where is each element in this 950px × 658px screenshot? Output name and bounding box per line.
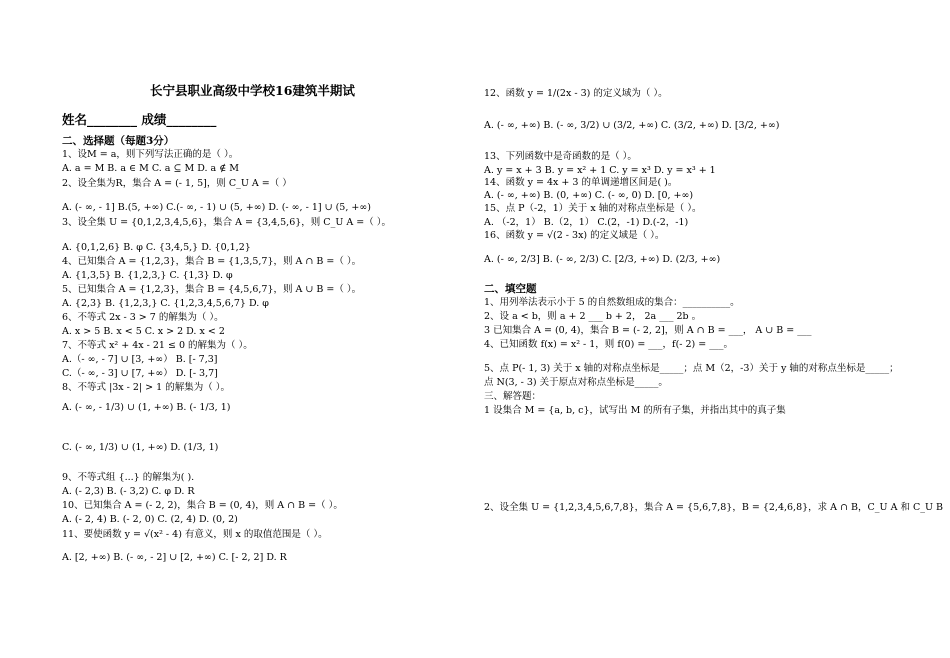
question-9: 9、不等式组 {...} 的解集为( ). bbox=[62, 472, 195, 483]
question-7-options-cd: C.（- ∞, - 3] ∪ [7, +∞） D. [- 3,7] bbox=[62, 368, 218, 379]
question-14-options: A. (- ∞, +∞) B. (0, +∞) C. (- ∞, 0) D. [0, +∞) bbox=[484, 190, 694, 201]
question-3: 3、设全集 U = {0,1,2,3,4,5,6}，集合 A = {3,4,5,6}，则 C_U A =（ ）。 bbox=[62, 217, 391, 228]
question-11-options: A. [2, +∞) B. (- ∞, - 2] ∪ [2, +∞) C. [- 2, 2] D. R bbox=[62, 552, 287, 563]
question-9-options: A. (- 2,3) B. (- 3,2) C. φ D. R bbox=[62, 486, 195, 497]
question-11: 11、要使函数 y = √(x² - 4) 有意义，则 x 的取值范围是（ ）。 bbox=[62, 529, 328, 540]
section-fill-heading: 二、填空题 bbox=[484, 283, 537, 295]
question-3-options: A. {0,1,2,6} B. φ C. {3,4,5,} D. {0,1,2} bbox=[62, 242, 251, 253]
question-12: 12、函数 y = 1/(2x - 3) 的定义域为（ ）。 bbox=[484, 88, 668, 99]
question-7-options-ab: A.（- ∞, - 7] ∪ [3, +∞） B. [- 7,3] bbox=[62, 354, 218, 365]
fill-5: 5、点 P(- 1, 3) 关于 x 轴的对称点坐标是_____；点 M（2，-3）关于 y 轴的对称点坐标是_____； bbox=[484, 363, 899, 374]
question-2-options: A. (- ∞, - 1] B.(5, +∞) C.(- ∞, - 1) ∪ (5, +∞) D. (- ∞, - 1] ∪ (5, +∞) bbox=[62, 202, 371, 213]
question-13-options: A. y = x + 3 B. y = x² + 1 C. y = x³ D. y = x³ + 1 bbox=[484, 165, 716, 176]
question-7: 7、不等式 x² + 4x - 21 ≤ 0 的解集为（ ）。 bbox=[62, 340, 253, 351]
question-15-options: A. （-2，1） B.（2，1） C.(2，-1) D.(-2，-1) bbox=[484, 217, 689, 228]
question-4-options: A. {1,3,5} B. {1,2,3,} C. {1,3} D. φ bbox=[62, 270, 233, 281]
question-16: 16、函数 y = √(2 - 3x) 的定义域是（ ）。 bbox=[484, 230, 665, 241]
fill-1: 1、用列举法表示小于 5 的自然数组成的集合：__________。 bbox=[484, 297, 740, 308]
question-15: 15、点 P（-2，1）关于 x 轴的对称点坐标是（ ）。 bbox=[484, 203, 702, 214]
question-2: 2、设全集为R，集合 A = (- 1, 5]，则 C_U A =（ ） bbox=[62, 178, 292, 189]
question-8-options-ab: A. (- ∞, - 1/3) ∪ (1, +∞) B. (- 1/3, 1) bbox=[62, 402, 231, 413]
fill-2: 2、设 a < b，则 a + 2 ___ b + 2， 2a ___ 2b 。 bbox=[484, 311, 702, 322]
question-5: 5、已知集合 A = {1,2,3}，集合 B = {4,5,6,7}，则 A ∪ B =（ ）。 bbox=[62, 284, 362, 295]
fill-3: 3 已知集合 A = (0, 4)，集合 B = (- 2, 2]，则 A ∩ B = ___， A ∪ B = ___ bbox=[484, 325, 812, 336]
name-score-line: 姓名________ 成绩________ bbox=[62, 112, 217, 127]
question-16-options: A. (- ∞, 2/3] B. (- ∞, 2/3) C. [2/3, +∞) D. (2/3, +∞) bbox=[484, 254, 721, 265]
question-4: 4、已知集合 A = {1,2,3}，集合 B = {1,3,5,7}，则 A ∩ B =（ ）。 bbox=[62, 256, 362, 267]
question-10-options: A. (- 2, 4) B. (- 2, 0) C. (2, 4) D. (0, 2) bbox=[62, 514, 238, 525]
question-14: 14、函数 y = 4x + 3 的单调递增区间是( )。 bbox=[484, 177, 678, 188]
question-12-options: A. (- ∞, +∞) B. (- ∞, 3/2) ∪ (3/2, +∞) C. (3/2, +∞) D. [3/2, +∞) bbox=[484, 120, 780, 131]
question-1-options: A. a = M B. a ∈ M C. a ⊆ M D. a ∉ M bbox=[62, 163, 239, 174]
question-10: 10、已知集合 A = (- 2, 2)，集合 B = (0, 4)，则 A ∩ B =（ ）。 bbox=[62, 500, 343, 511]
question-6-options: A. x > 5 B. x < 5 C. x > 2 D. x < 2 bbox=[62, 326, 225, 337]
answer-2: 2、设全集 U = {1,2,3,4,5,6,7,8}，集合 A = {5,6,7,8}，B = {2,4,6,8}，求 A ∩ B，C_U A 和 C_U B bbox=[484, 502, 943, 513]
answer-1: 1 设集合 M = {a, b, c}，试写出 M 的所有子集，并指出其中的真子集 bbox=[484, 405, 786, 416]
question-1: 1、设M = a，则下列写法正确的是（ ）。 bbox=[62, 149, 239, 160]
section-choice-heading: 二、选择题（每题3分） bbox=[62, 135, 175, 147]
fill-5-cont: 点 N(3, - 3) 关于原点对称点坐标是_____。 bbox=[484, 377, 668, 388]
question-5-options: A. {2,3} B. {1,2,3,} C. {1,2,3,4,5,6,7} D. φ bbox=[62, 298, 269, 309]
section-answer-heading: 三、解答题： bbox=[484, 391, 542, 402]
exam-title: 长宁县职业高级中学校16建筑半期试 bbox=[150, 83, 355, 98]
question-6: 6、不等式 2x - 3 > 7 的解集为（ ）。 bbox=[62, 312, 224, 323]
fill-4: 4、已知函数 f(x) = x² - 1，则 f(0) = ___，f(- 2) = ___。 bbox=[484, 339, 734, 350]
question-8: 8、不等式 |3x - 2| > 1 的解集为（ ）。 bbox=[62, 382, 230, 393]
question-8-options-cd: C. (- ∞, 1/3) ∪ (1, +∞) D. (1/3, 1) bbox=[62, 442, 219, 453]
question-13: 13、下列函数中是奇函数的是（ ）。 bbox=[484, 151, 637, 162]
